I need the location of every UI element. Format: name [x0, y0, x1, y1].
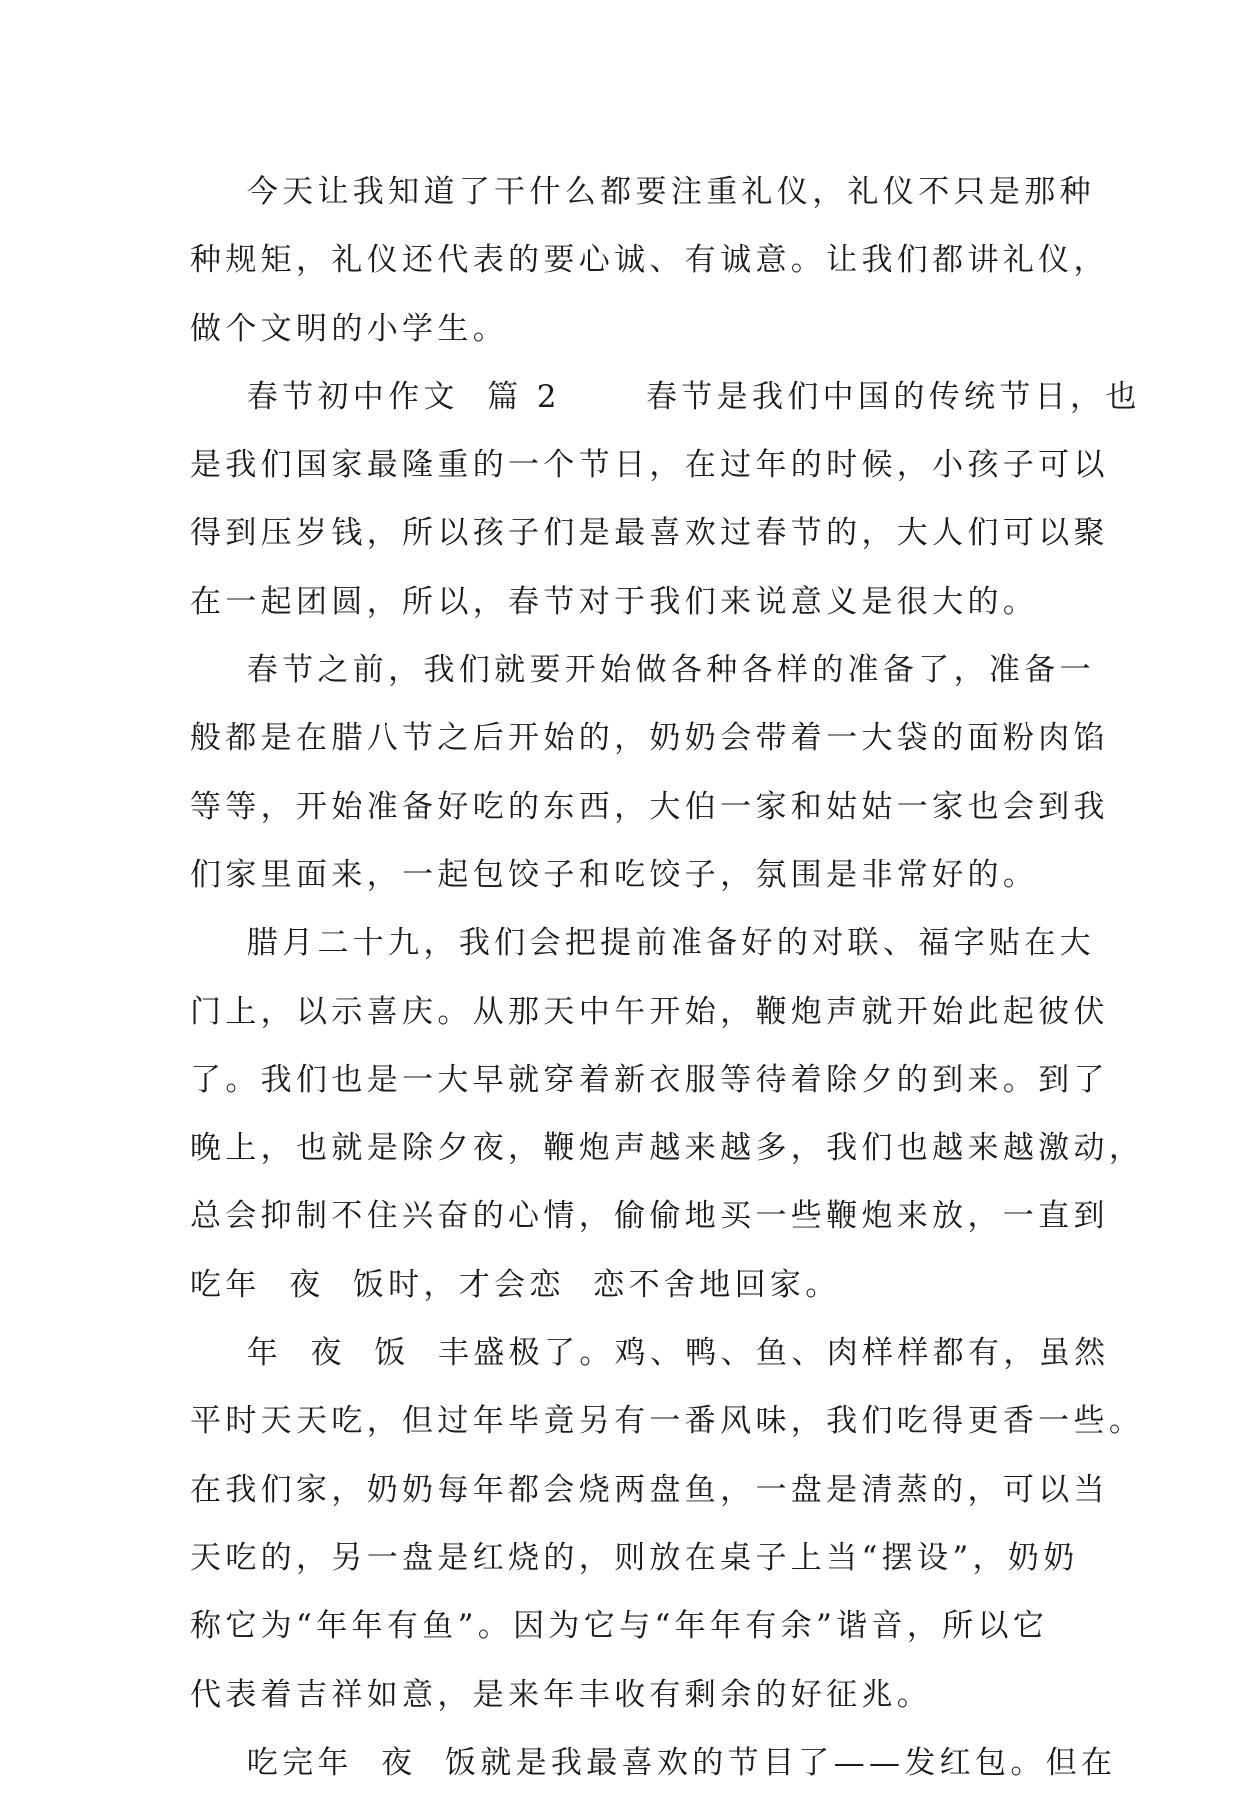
text-line: 吃完年 夜 饭就是我最喜欢的节目了——发红包。但在 — [190, 1744, 1117, 1781]
text-line: 称它为“年年有鱼”。因为它与“年年有余”谐音，所以它 — [190, 1608, 1049, 1645]
text-line: 做个文明的小学生。 — [190, 310, 509, 347]
text-line: 得到压岁钱，所以孩子们是最喜欢过春节的，大人们可以聚 — [190, 515, 1109, 552]
text-line: 今天让我知道了干什么都要注重礼仪，礼仪不只是那种 — [190, 174, 1095, 210]
text-line: 等等，开始准备好吃的东西，大伯一家和姑姑一家也会到我 — [190, 788, 1109, 825]
text-line: 春节之前，我们就要开始做各种各样的准备了，准备一 — [190, 652, 1095, 689]
text-line: 在我们家，奶奶每年都会烧两盘鱼，一盘是清蒸的，可以当 — [190, 1471, 1109, 1508]
text-line: 天吃的，另一盘是红烧的，则放在桌子上当“摆设”，奶奶 — [190, 1539, 1079, 1576]
text-line: 总会抑制不住兴奋的心情，偷偷地买一些鞭炮来放，一直到 — [190, 1198, 1109, 1235]
body-text — [190, 158, 1145, 1797]
text-line: 种规矩，礼仪还代表的要心诚、有诚意。让我们都讲礼仪， — [190, 242, 1109, 279]
text-line: 是我们国家最隆重的一个节日，在过年的时候，小孩子可以 — [190, 447, 1109, 484]
text-line: 在一起团圆，所以，春节对于我们来说意义是很大的。 — [190, 583, 1039, 620]
text-line: 平时天天吃，但过年毕竟另有一番风味，我们吃得更香一些。 — [190, 1403, 1145, 1440]
text-line: 们家里面来，一起包饺子和吃饺子，氛围是非常好的。 — [190, 856, 1039, 893]
text-line: 吃年 夜 饭时，才会恋 恋不舍地回家。 — [190, 1266, 841, 1303]
text-line: 了。我们也是一大早就穿着新衣服等待着除夕的到来。到了 — [190, 1061, 1109, 1098]
text-line: 年 夜 饭 丰盛极了。鸡、鸭、鱼、肉样样都有，虽然 — [190, 1335, 1110, 1372]
text-line: 代表着吉祥如意，是来年丰收有剩余的好征兆。 — [190, 1676, 933, 1713]
text-line: 腊月二十九，我们会把提前准备好的对联、福字贴在大 — [190, 925, 1095, 962]
text-line: 门上，以示喜庆。从那天中午开始，鞭炮声就开始此起彼伏 — [190, 993, 1109, 1030]
text-line: 晚上，也就是除夕夜，鞭炮声越来越多，我们也越来越激动， — [190, 1130, 1145, 1167]
section-heading-line: 春节初中作文 篇 2 春节是我们中国的传统节日，也 — [190, 378, 1141, 415]
text-line: 般都是在腊八节之后开始的，奶奶会带着一大袋的面粉肉馅 — [190, 720, 1109, 757]
